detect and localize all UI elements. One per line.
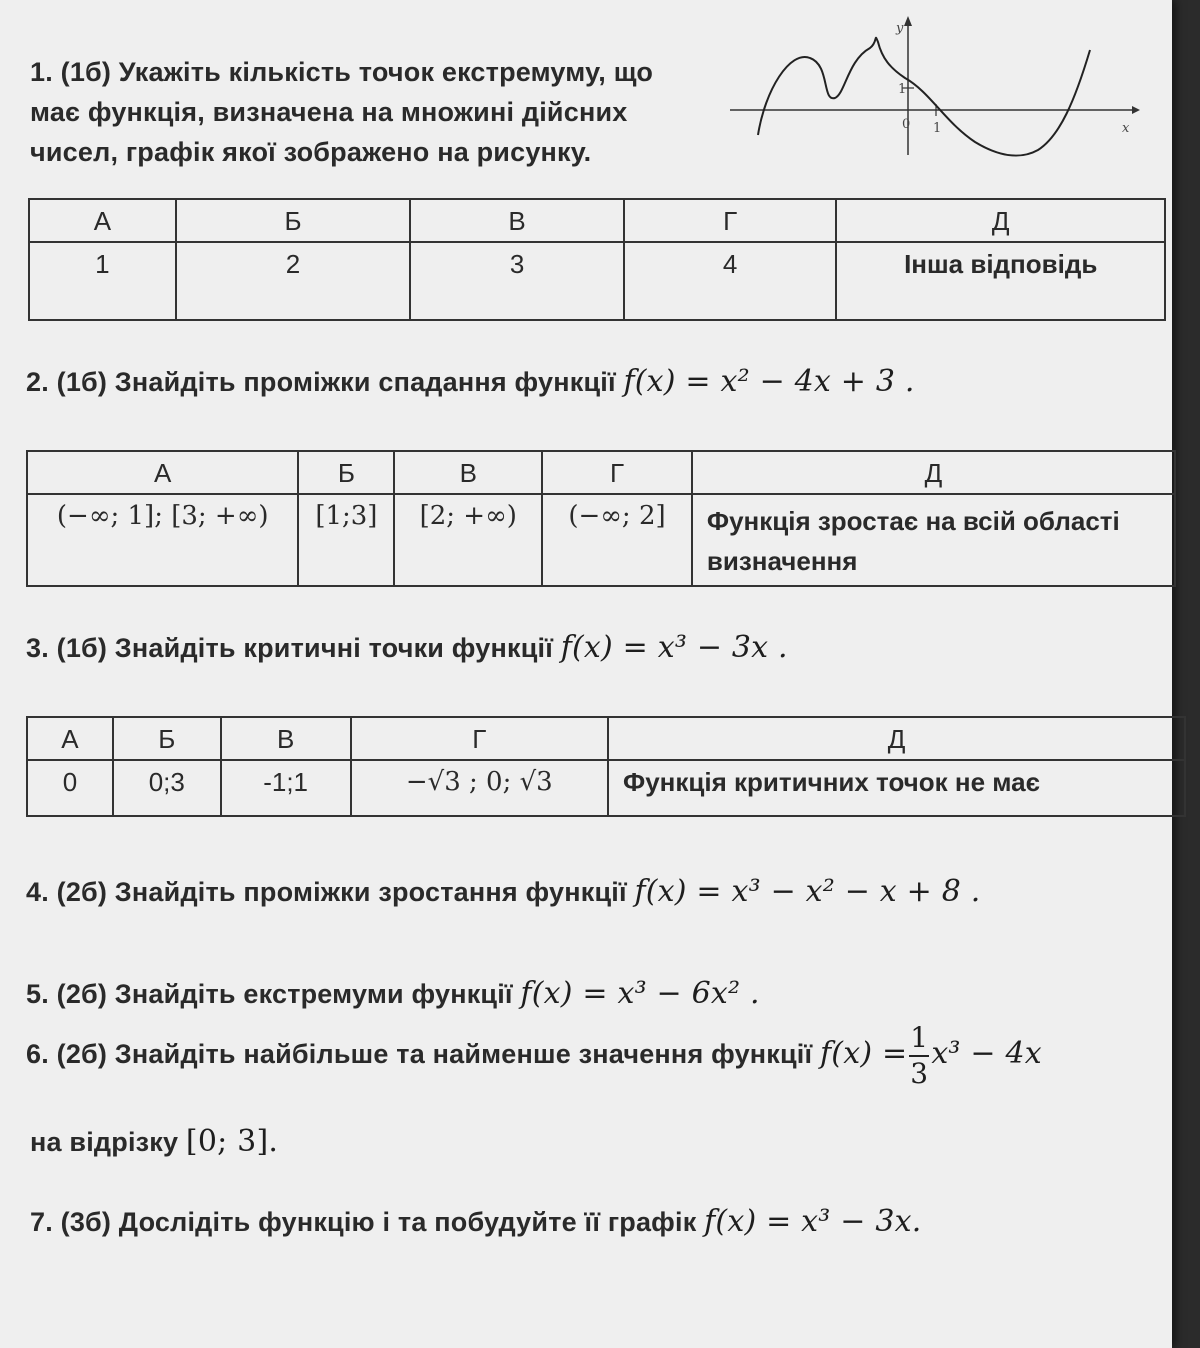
origin-label: 0 — [902, 117, 911, 132]
answer-option: (−∞; 2] — [542, 494, 692, 586]
question-text: (1б) Знайдіть критичні точки функції — [56, 633, 553, 663]
answer-header: А — [27, 451, 298, 494]
question-number: 6. — [26, 1039, 49, 1070]
question-6 — [26, 1021, 1042, 1090]
formula: f(x) = x³ − 6x² . — [520, 976, 760, 1011]
question-text-line: чисел, графік якої зображено на рисунку. — [30, 137, 592, 167]
answer-header: Г — [542, 451, 692, 494]
question-text: на відрізку — [30, 1127, 179, 1157]
question-text: (3б) Дослідіть функцію і та побудуйте її графік — [60, 1207, 697, 1237]
answer-header: Д — [608, 717, 1185, 760]
answer-table-1 — [28, 198, 1166, 321]
question-6-line-2 — [30, 1124, 278, 1159]
answer-option: Функція зростає на всій області визначення — [692, 494, 1175, 586]
question-text: (2б) Знайдіть екстремуми функції — [56, 979, 513, 1009]
question-text: (2б) Знайдіть найбільше та найменше значення функції — [56, 1039, 813, 1070]
answer-header: Д — [836, 199, 1165, 242]
x-axis-arrow — [1132, 106, 1140, 114]
question-number: 2. — [26, 367, 49, 397]
answer-header: Г — [624, 199, 837, 242]
answer-option: [2; +∞) — [394, 494, 542, 586]
answer-option: 0;3 — [113, 760, 221, 816]
answer-option: 0 — [27, 760, 113, 816]
question-number: 3. — [26, 633, 49, 663]
answer-option: (−∞; 1]; [3; +∞) — [27, 494, 298, 586]
fraction-denominator: 3 — [910, 1057, 929, 1090]
y-tick-label: 1 — [898, 82, 907, 97]
answer-option: -1;1 — [221, 760, 351, 816]
answer-header: В — [394, 451, 542, 494]
answer-header: Б — [298, 451, 394, 494]
answer-header: А — [29, 199, 176, 242]
formula: f(x) = x³ − 3x. — [704, 1204, 922, 1239]
question-1 — [30, 52, 653, 172]
question-text: (1б) Знайдіть проміжки спадання функції — [56, 367, 616, 397]
fraction-numerator: 1 — [910, 1021, 929, 1054]
question-number: 5. — [26, 979, 49, 1009]
question-text-line: (1б) Укажіть кількість точок екстремуму, що — [60, 57, 654, 87]
question-number: 4. — [26, 877, 49, 907]
interval: [0; 3]. — [185, 1124, 279, 1159]
answer-option: Функція критичних точок не має — [608, 760, 1185, 816]
answer-option: 2 — [176, 242, 411, 320]
question-3 — [26, 630, 788, 665]
answer-option: −√3 ; 0; √3 — [351, 760, 609, 816]
x-tick-label: 1 — [933, 121, 942, 136]
formula-lhs: f(x) = — [820, 1036, 908, 1072]
fraction — [909, 1021, 929, 1090]
question-text: (2б) Знайдіть проміжки зростання функції — [56, 877, 627, 907]
answer-header: Д — [692, 451, 1175, 494]
answer-header: Б — [113, 717, 221, 760]
formula: f(x) = x² − 4x + 3 . — [623, 364, 915, 399]
question-4 — [26, 874, 981, 909]
answer-header: Б — [176, 199, 411, 242]
question-2 — [26, 364, 915, 399]
function-graph — [730, 10, 1150, 160]
y-axis-arrow — [904, 16, 912, 26]
answer-option: [1;3] — [298, 494, 394, 586]
answer-option: 4 — [624, 242, 837, 320]
answer-table-2 — [26, 450, 1176, 587]
question-5 — [26, 976, 760, 1011]
answer-header: В — [410, 199, 624, 242]
y-axis-label: y — [896, 21, 904, 36]
answer-header: В — [221, 717, 351, 760]
formula: f(x) = x³ − 3x . — [560, 630, 788, 665]
question-text-line: має функція, визначена на множині дійсних — [30, 97, 628, 127]
question-7 — [30, 1204, 921, 1239]
question-number: 1. — [30, 57, 53, 87]
answer-table-3 — [26, 716, 1186, 817]
formula: f(x) = x³ − x² − x + 8 . — [634, 874, 981, 909]
answer-header: А — [27, 717, 113, 760]
formula-rhs: x³ − 4x — [931, 1036, 1042, 1072]
function-curve — [758, 38, 1090, 156]
answer-option: Інша відповідь — [836, 242, 1165, 320]
x-axis-label: x — [1122, 121, 1130, 136]
question-number: 7. — [30, 1207, 53, 1237]
answer-option: 3 — [410, 242, 624, 320]
answer-header: Г — [351, 717, 609, 760]
answer-option: 1 — [29, 242, 176, 320]
